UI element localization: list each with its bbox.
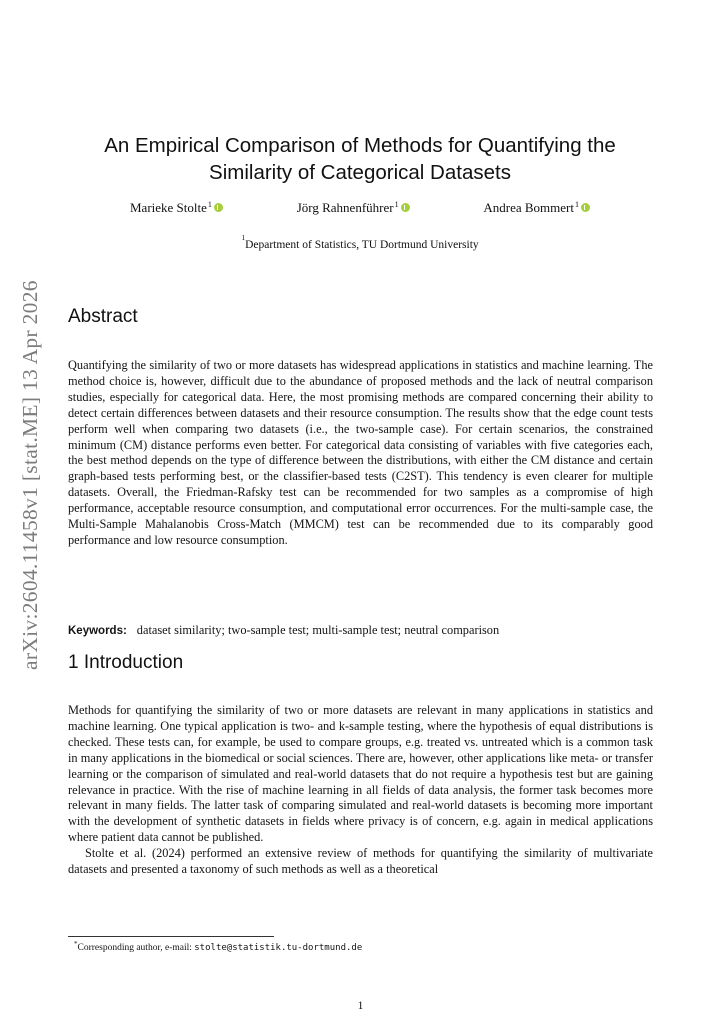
footnote-text: Corresponding author, e-mail:: [77, 943, 195, 954]
keywords-text: dataset similarity; two-sample test; multi-sample test; neutral comparison: [136, 623, 500, 637]
page-number: 1: [357, 1000, 364, 1012]
author-name: Marieke Stolte: [130, 200, 207, 215]
introduction-paragraph-1: Methods for quantifying the similarity of two or more datasets are relevant in many applications in statistics and machine learning. One typical application is two- and k-sample testing, where the hypothesis of equal distributions is checked. These tests can, for example, be used to compare groups, e.g. treated vs. untreated which is a common task in many applications in the biomedical or social sciences. There are, however, other applications like meta- or transfer learning or the comparison of simulated and real-world datasets that do not require a hypothesis test but are gaining relevance in practice. With the rise of machine learning in all fields of data analysis, the former task becomes more relevant in many fields. The latter task of comparing simulated and real-world datasets is becoming more important with the development of synthetic datasets in fields where privacy is of concern, e.g. again in medical applications where patient data cannot be published.: [68, 703, 653, 845]
author-stolte: [130, 200, 223, 216]
orcid-icon[interactable]: [401, 203, 410, 212]
paper-title: [60, 132, 660, 186]
affiliation: [60, 233, 660, 251]
corresponding-email-link[interactable]: stolte@statistik.tu-dortmund.de: [194, 943, 363, 954]
footnote-divider: [68, 936, 274, 937]
affiliation-text: Department of Statistics, TU Dortmund University: [245, 238, 479, 251]
paper-title-line-2: Similarity of Categorical Datasets: [209, 160, 511, 184]
author-bommert: [483, 200, 590, 216]
footnote: [74, 940, 362, 953]
introduction-body: [68, 703, 653, 878]
affiliation-marker: 1: [207, 199, 212, 209]
orcid-icon[interactable]: [214, 203, 223, 212]
introduction-heading: 1 Introduction: [68, 652, 184, 673]
introduction-paragraph-2: Stolte et al. (2024) performed an extensive review of methods for quantifying the similarity of multivariate datasets and presented a taxonomy of such methods as well as a theoretical: [68, 846, 653, 877]
arxiv-identifier-stamp[interactable]: arXiv:2604.11458v1 [stat.ME] 13 Apr 2026: [18, 280, 42, 670]
abstract-body: [68, 358, 653, 549]
author-name: Andrea Bommert: [483, 200, 574, 215]
affiliation-marker: 1: [241, 233, 246, 242]
footnote-marker: *: [74, 940, 78, 948]
author-rahnenfuehrer: [297, 200, 410, 216]
abstract-paragraph: Quantifying the similarity of two or more datasets has widespread applications in statistics and machine learning. The method choice is, however, difficult due to the abundance of proposed methods and the lack of neutral comparison studies, especially for categorical data. Here, the most promising methods are compared concerning their ability to detect certain differences between datasets and their resource consumption. The results show that the edge count tests perform well when comparing two datasets (i.e., the two-sample case). For certain scenarios, the constrained minimum (CM) distance performs even better. For categorical data consisting of variables with five categories each, the best method depends on the type of difference between the distributions, with either the CM distance and certain graph-based tests performing best, or the classifier-based tests (C2ST). This tendency is even clearer for multiple datasets. Overall, the Friedman-Rafsky test can be recommended for two samples as a compromise of high performance, acceptable resource consumption, and computational error occurrences. For the multi-sample case, the Multi-Sample Mahalanobis Cross-Match (MMCM) test can be recommended due to its comparably good performance and low resource consumption.: [68, 358, 653, 547]
author-list: [130, 200, 590, 216]
orcid-icon[interactable]: [581, 203, 590, 212]
affiliation-marker: 1: [394, 199, 399, 209]
keywords-label: Keywords:: [68, 625, 127, 637]
author-name: Jörg Rahnenführer: [296, 200, 394, 215]
keywords: [68, 623, 653, 638]
paper-title-line-1: An Empirical Comparison of Methods for Quantifying the: [104, 133, 616, 157]
affiliation-marker: 1: [575, 199, 579, 209]
abstract-heading: Abstract: [68, 306, 138, 327]
